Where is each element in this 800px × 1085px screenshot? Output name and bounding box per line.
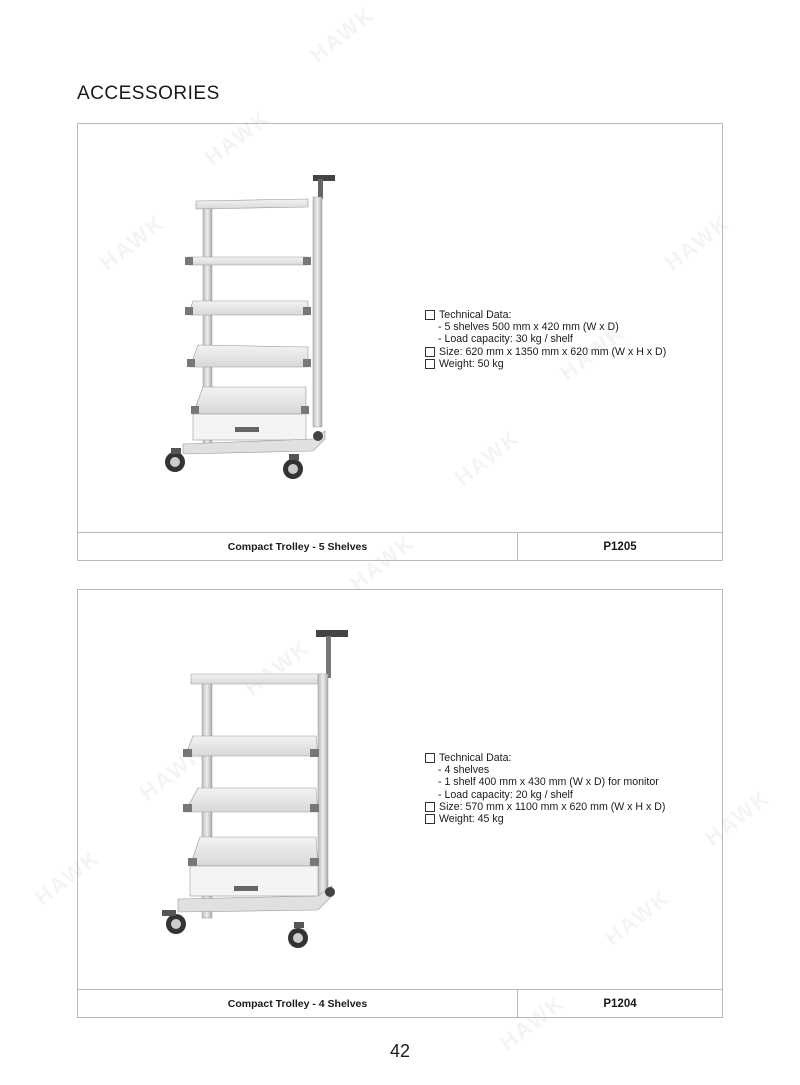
product-card-p1204: [77, 589, 723, 1018]
spec-sub-item: - Load capacity: 20 kg / shelf: [438, 788, 573, 801]
spec-label: Weight: 50 kg: [439, 357, 504, 370]
spec-technical: [425, 309, 666, 321]
watermark: [305, 2, 380, 69]
trolley-5-shelves-image: [163, 169, 363, 499]
spec-sub-item: - 5 shelves 500 mm x 420 mm (W x D): [438, 321, 619, 334]
checkbox-square-icon: [425, 359, 435, 369]
spec-sub-item: - 4 shelves: [438, 764, 490, 777]
spec-sub-item: - Load capacity: 30 kg / shelf: [438, 333, 573, 346]
product-image-area: [78, 124, 722, 533]
trolley-4-shelves-image: [158, 624, 368, 954]
page-number: 42: [389, 1041, 411, 1061]
checkbox-square-icon: [425, 347, 435, 357]
product-name: Compact Trolley - 4 Shelves: [78, 990, 518, 1017]
product-code: P1205: [603, 540, 637, 553]
product-footer: [78, 532, 722, 560]
product-card-p1205: [77, 123, 723, 561]
product-name: Compact Trolley - 5 Shelves: [78, 533, 518, 560]
spec-size: [425, 346, 666, 358]
product-code: P1204: [603, 997, 637, 1010]
page-heading: ACCESSORIES: [77, 83, 220, 104]
checkbox-square-icon: [425, 753, 435, 763]
spec-technical: [425, 752, 665, 764]
product-specs: [425, 752, 665, 825]
spec-label: Size: 570 mm x 1100 mm x 620 mm (W x H x D): [439, 800, 666, 813]
spec-label: Technical Data:: [439, 309, 512, 321]
spec-label: Size: 620 mm x 1350 mm x 620 mm (W x H x D): [439, 345, 667, 358]
product-footer: [78, 989, 722, 1017]
product-image-area: [78, 590, 722, 990]
spec-size: [425, 801, 665, 813]
spec-weight: [425, 813, 665, 825]
checkbox-square-icon: [425, 802, 435, 812]
checkbox-square-icon: [425, 814, 435, 824]
checkbox-square-icon: [425, 310, 435, 320]
spec-sub-item: - 1 shelf 400 mm x 430 mm (W x D) for monitor: [438, 776, 659, 789]
spec-label: Technical Data:: [439, 752, 512, 764]
product-specs: [425, 309, 666, 370]
spec-weight: [425, 358, 666, 370]
spec-label: Weight: 45 kg: [439, 813, 504, 826]
